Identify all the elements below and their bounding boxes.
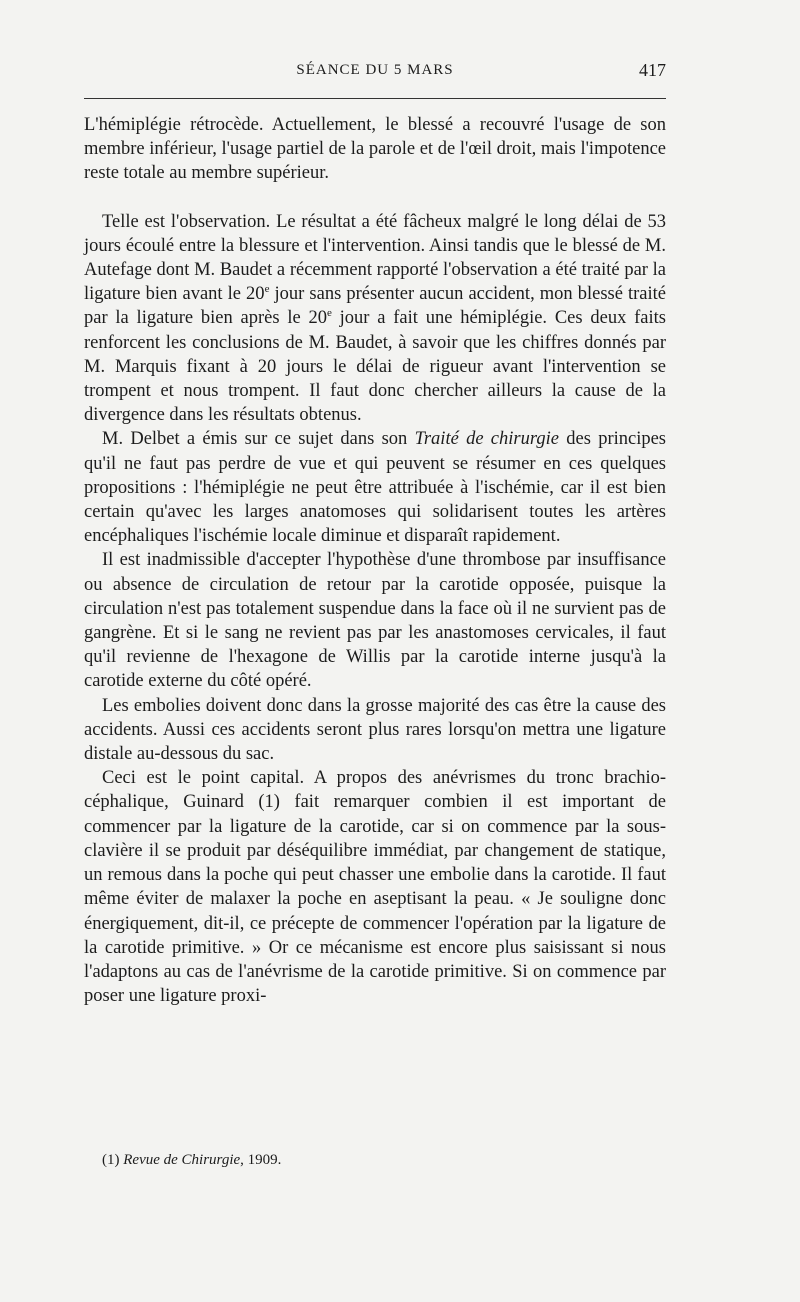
- paragraph-segment: M. Delbet a émis sur ce sujet dans son: [102, 429, 408, 450]
- paragraph: Il est inadmissible d'accepter l'hypothèse d'une thrombose par insuffisance ou absence de circulation de retour par la carotide opposée, puisque la circulation n'est pas totalement suspendue dans la face où il ne survient pas de gangrène. Et si le sang ne revient pas par les anastomoses cervicales, il faut qu'il revienne de l'hexagone de Willis par la carotide interne jusqu'à la carotide externe du côté opéré.: [84, 550, 666, 692]
- paragraph-segment: jour a fait une hémiplégie. Ces deux faits renforcent les conclusions de M. Baudet, à savoir que les chiffres donnés par M. Marquis fixant à 20 jours le délai de rigueur avant l'intervention se trompent et nous trompent. Il faut donc chercher ailleurs la cause de la divergence dans les résultats obtenus.: [84, 308, 666, 426]
- footnote-year: , 1909.: [240, 1152, 282, 1168]
- page-number: 417: [639, 60, 666, 80]
- running-title: SÉANCE DU 5 MARS: [296, 62, 454, 78]
- paragraph-segment: jour sans présenter aucun accident, mon blessé traité par la ligature bien après le 20: [84, 284, 667, 329]
- footnote-number: (1): [102, 1152, 120, 1168]
- paragraph: Ceci est le point capital. A propos des anévrismes du tronc brachio-céphalique, Guinard (1) fait remarquer combien il est important de commencer par la ligature de la carotide, car si on commence par la sous-clavière il se produit par déséquilibre immédiat, par changement de statique, un remous dans la poche qui peut chasser une embolie dans la carotide. Il faut même éviter de malaxer la poche en aseptisant la peau. « Je souligne donc énergiquement, dit-il, ce précepte de commencer l'opération par la ligature de la carotide primitive. » Or ce mécanisme est encore plus saisissant si nous l'adaptons au cas de l'anévrisme de la carotide primitive. Si on commence par poser une ligature proxi-: [84, 768, 666, 1007]
- body-text: [84, 113, 666, 1008]
- paragraph-segment: Telle est l'observation. Le résultat a été fâcheux malgré le long délai de 53 jours écoulé entre la blessure et l'intervention. Ainsi tandis que le blessé de M. Autefage dont M. Baudet a récemment rapporté l'observation a été traité par la ligature bien avant le 20: [84, 211, 666, 305]
- paragraph-segment: des principes qu'il ne faut pas perdre de vue et qui peuvent se résumer en ces quelques propositions : l'hémiplégie ne peut être attribuée à l'ischémie, car il est bien certain qu'avec les larges anatomoses qui solidarisent toutes les artères encéphaliques l'ischémie locale diminue et disparaît rapidement.: [84, 429, 667, 547]
- paragraph: [84, 427, 666, 548]
- ordinal-superscript: e: [326, 307, 332, 320]
- paragraph: Les embolies doivent donc dans la grosse majorité des cas être la cause des accidents. Aussi ces accidents seront plus rares lorsqu'on mettra une ligature distale au-dessous du sac.: [84, 695, 666, 765]
- page-header: [84, 58, 666, 88]
- header-rule: [84, 98, 666, 99]
- footnote: [102, 1152, 662, 1169]
- ordinal-superscript: e: [264, 283, 270, 296]
- book-title: Traité de chirurgie: [414, 429, 559, 450]
- paragraph: [84, 210, 666, 428]
- paragraph: L'hémiplégie rétrocède. Actuellement, le blessé a recouvré l'usage de son membre inférieur, l'usage partiel de la parole et de l'œil droit, mais l'impotence reste totale au membre supérieur.: [84, 115, 666, 184]
- footnote-source: Revue de Chirurgie: [123, 1152, 241, 1168]
